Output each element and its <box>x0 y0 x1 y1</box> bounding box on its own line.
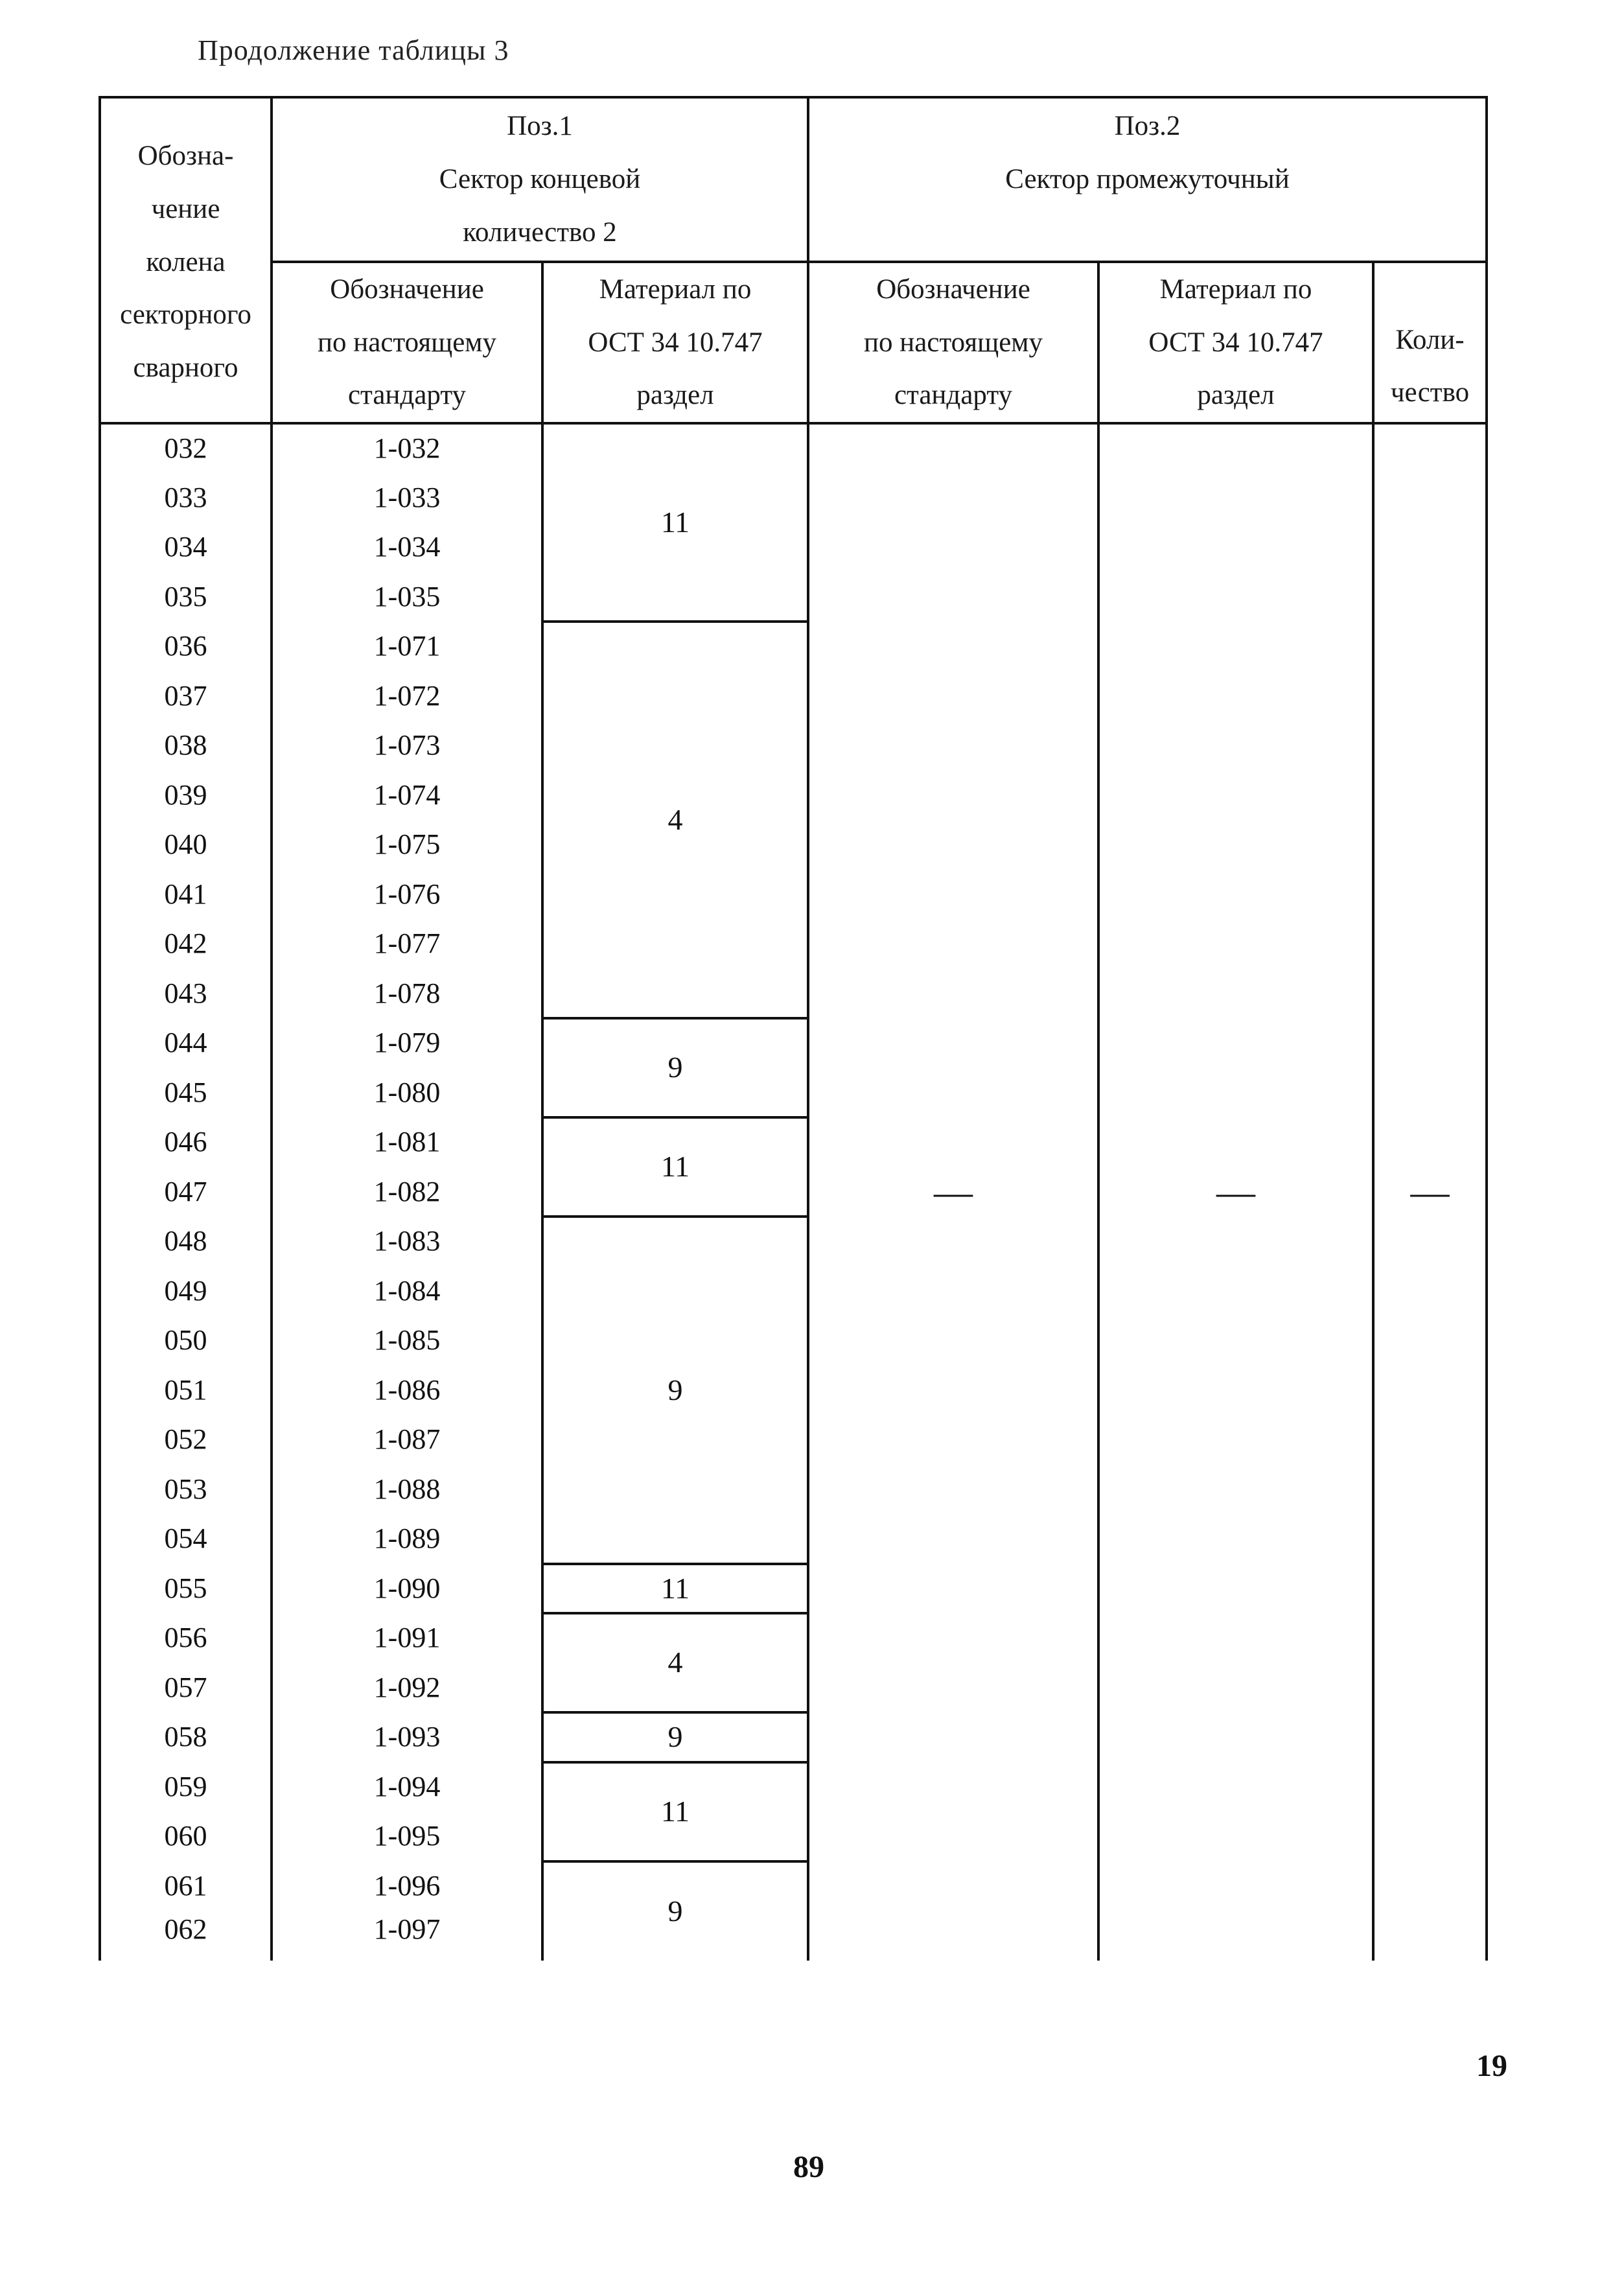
pos1-designation-cell: 1-080 <box>272 1068 542 1118</box>
pos1-designation-cell: 1-085 <box>272 1316 542 1366</box>
pos1-designation-cell: 1-096 <box>272 1861 542 1911</box>
header-row-sub <box>100 262 1487 423</box>
header-pos2-material-line-1: Материал по <box>1159 274 1312 305</box>
elbow-designation-cell: 059 <box>100 1762 272 1812</box>
pos1-designation-cell: 1-097 <box>272 1911 542 1961</box>
elbow-designation-cell: 049 <box>100 1266 272 1316</box>
elbow-designation-cell: 046 <box>100 1117 272 1167</box>
elbow-designation-cell: 032 <box>100 423 272 473</box>
header-pos1-designation-line-2: по настоящему <box>317 327 497 358</box>
header-pos1-material-line-2: ОСТ 34 10.747 <box>588 327 763 358</box>
elbow-designation-cell: 061 <box>100 1861 272 1911</box>
elbow-designation-cell: 052 <box>100 1415 272 1465</box>
pos1-designation-cell: 1-034 <box>272 522 542 572</box>
header-designation-line-1: Обозна- <box>137 141 234 172</box>
elbow-designation-cell: 037 <box>100 671 272 721</box>
pos1-material-cell: 11 <box>542 1564 808 1614</box>
pos1-designation-cell: 1-089 <box>272 1514 542 1564</box>
elbow-designation-cell: 056 <box>100 1613 272 1663</box>
pos1-designation-cell: 1-094 <box>272 1762 542 1812</box>
elbow-designation-cell: 041 <box>100 870 272 920</box>
pos1-designation-cell: 1-088 <box>272 1465 542 1515</box>
elbow-designation-cell: 055 <box>100 1564 272 1614</box>
header-pos2-material <box>1098 262 1373 423</box>
header-pos2-material-line-3: раздел <box>1197 380 1275 411</box>
elbow-designation-cell: 047 <box>100 1167 272 1217</box>
elbow-designation-cell: 051 <box>100 1366 272 1416</box>
pos1-designation-cell: 1-071 <box>272 622 542 671</box>
elbow-designation-cell: 034 <box>100 522 272 572</box>
header-pos2-quantity-line-2: чество <box>1390 377 1470 408</box>
pos1-material-cell: 4 <box>542 622 808 1018</box>
pos1-material-cell: 11 <box>542 1117 808 1217</box>
pos1-material-cell: 9 <box>542 1861 808 1961</box>
table-caption: Продолжение таблицы 3 <box>198 34 509 66</box>
pos1-material-cell: 11 <box>542 1762 808 1861</box>
elbow-designation-cell: 054 <box>100 1514 272 1564</box>
elbow-designation-cell: 058 <box>100 1712 272 1762</box>
pos1-designation-cell: 1-072 <box>272 671 542 721</box>
elbow-designation-cell: 033 <box>100 473 272 523</box>
pos1-designation-cell: 1-075 <box>272 820 542 870</box>
header-pos2-material-line-2: ОСТ 34 10.747 <box>1148 327 1323 358</box>
header-pos1-designation-line-1: Обозначение <box>330 274 484 305</box>
header-pos2-designation-line-2: по настоящему <box>863 327 1043 358</box>
header-pos2 <box>808 97 1487 262</box>
header-pos2-designation-line-3: стандарту <box>894 380 1013 411</box>
header-pos1-quantity: количество 2 <box>463 216 617 248</box>
pos2-material-cell: — <box>1098 423 1373 1961</box>
header-pos2-quantity-line-1: Коли- <box>1395 324 1465 355</box>
header-pos1-designation <box>272 262 542 423</box>
elbow-designation-cell: 053 <box>100 1465 272 1515</box>
page-number-document: 89 <box>793 2150 824 2184</box>
elbow-designation-cell: 057 <box>100 1663 272 1713</box>
elbow-designation-cell: 044 <box>100 1018 272 1068</box>
pos1-designation-cell: 1-084 <box>272 1266 542 1316</box>
pos1-designation-cell: 1-077 <box>272 919 542 969</box>
pos1-material-cell: 4 <box>542 1613 808 1712</box>
pos1-designation-cell: 1-032 <box>272 423 542 473</box>
header-pos1-material <box>542 262 808 423</box>
pos1-designation-cell: 1-076 <box>272 870 542 920</box>
pos1-designation-cell: 1-095 <box>272 1812 542 1861</box>
pos1-material-cell: 9 <box>542 1018 808 1117</box>
header-row-top <box>100 97 1487 262</box>
header-pos1-title: Поз.1 <box>507 111 573 142</box>
header-pos1-material-line-1: Материал по <box>599 274 752 305</box>
header-pos1 <box>272 97 808 262</box>
pos1-material-cell: 11 <box>542 423 808 622</box>
pos1-designation-cell: 1-078 <box>272 969 542 1019</box>
header-designation-line-3: колена <box>146 246 226 277</box>
pos1-designation-cell: 1-093 <box>272 1712 542 1762</box>
header-designation-line-5: сварного <box>133 353 238 384</box>
pos1-designation-cell: 1-090 <box>272 1564 542 1614</box>
elbow-designation-cell: 038 <box>100 721 272 771</box>
pos1-designation-cell: 1-035 <box>272 572 542 622</box>
header-pos1-material-line-3: раздел <box>636 380 714 411</box>
header-pos1-subtitle: Сектор концевой <box>439 164 641 195</box>
elbow-designation-cell: 060 <box>100 1812 272 1861</box>
elbow-designation-cell: 045 <box>100 1068 272 1118</box>
pos1-designation-cell: 1-091 <box>272 1613 542 1663</box>
header-designation-line-2: чение <box>151 194 220 224</box>
pos1-designation-cell: 1-092 <box>272 1663 542 1713</box>
pos1-designation-cell: 1-086 <box>272 1366 542 1416</box>
pos1-designation-cell: 1-082 <box>272 1167 542 1217</box>
elbow-designation-cell: 035 <box>100 572 272 622</box>
pos1-designation-cell: 1-083 <box>272 1217 542 1266</box>
table-body <box>100 423 1487 1961</box>
pos1-designation-cell: 1-081 <box>272 1117 542 1167</box>
pos1-designation-cell: 1-073 <box>272 721 542 771</box>
elbow-designation-cell: 048 <box>100 1217 272 1266</box>
page-number-sheet: 19 <box>1476 2049 1507 2083</box>
header-pos2-quantity <box>1373 262 1487 423</box>
elbow-designation-cell: 050 <box>100 1316 272 1366</box>
pos1-designation-cell: 1-033 <box>272 473 542 523</box>
pos1-designation-cell: 1-087 <box>272 1415 542 1465</box>
elbow-designation-cell: 042 <box>100 919 272 969</box>
pos2-designation-cell: — <box>808 423 1098 1961</box>
header-pos2-designation-line-1: Обозначение <box>876 274 1030 305</box>
header-elbow-designation <box>100 97 272 423</box>
header-pos2-subtitle: Сектор промежуточный <box>1005 164 1290 195</box>
elbow-designation-cell: 036 <box>100 622 272 671</box>
pos2-quantity-cell: — <box>1373 423 1487 1961</box>
elbow-designation-cell: 039 <box>100 771 272 821</box>
header-pos2-title: Поз.2 <box>1114 111 1181 142</box>
header-pos2-designation <box>808 262 1098 423</box>
pos1-material-cell: 9 <box>542 1217 808 1564</box>
pos1-designation-cell: 1-079 <box>272 1018 542 1068</box>
elbow-designation-cell: 062 <box>100 1911 272 1961</box>
elbow-designation-cell: 043 <box>100 969 272 1019</box>
elbow-designation-cell: 040 <box>100 820 272 870</box>
specification-table <box>99 96 1488 1961</box>
pos1-material-cell: 9 <box>542 1712 808 1762</box>
header-pos1-designation-line-3: стандарту <box>347 380 467 411</box>
header-designation-line-4: секторного <box>120 299 251 331</box>
pos1-designation-cell: 1-074 <box>272 771 542 821</box>
table-row <box>100 423 1487 473</box>
